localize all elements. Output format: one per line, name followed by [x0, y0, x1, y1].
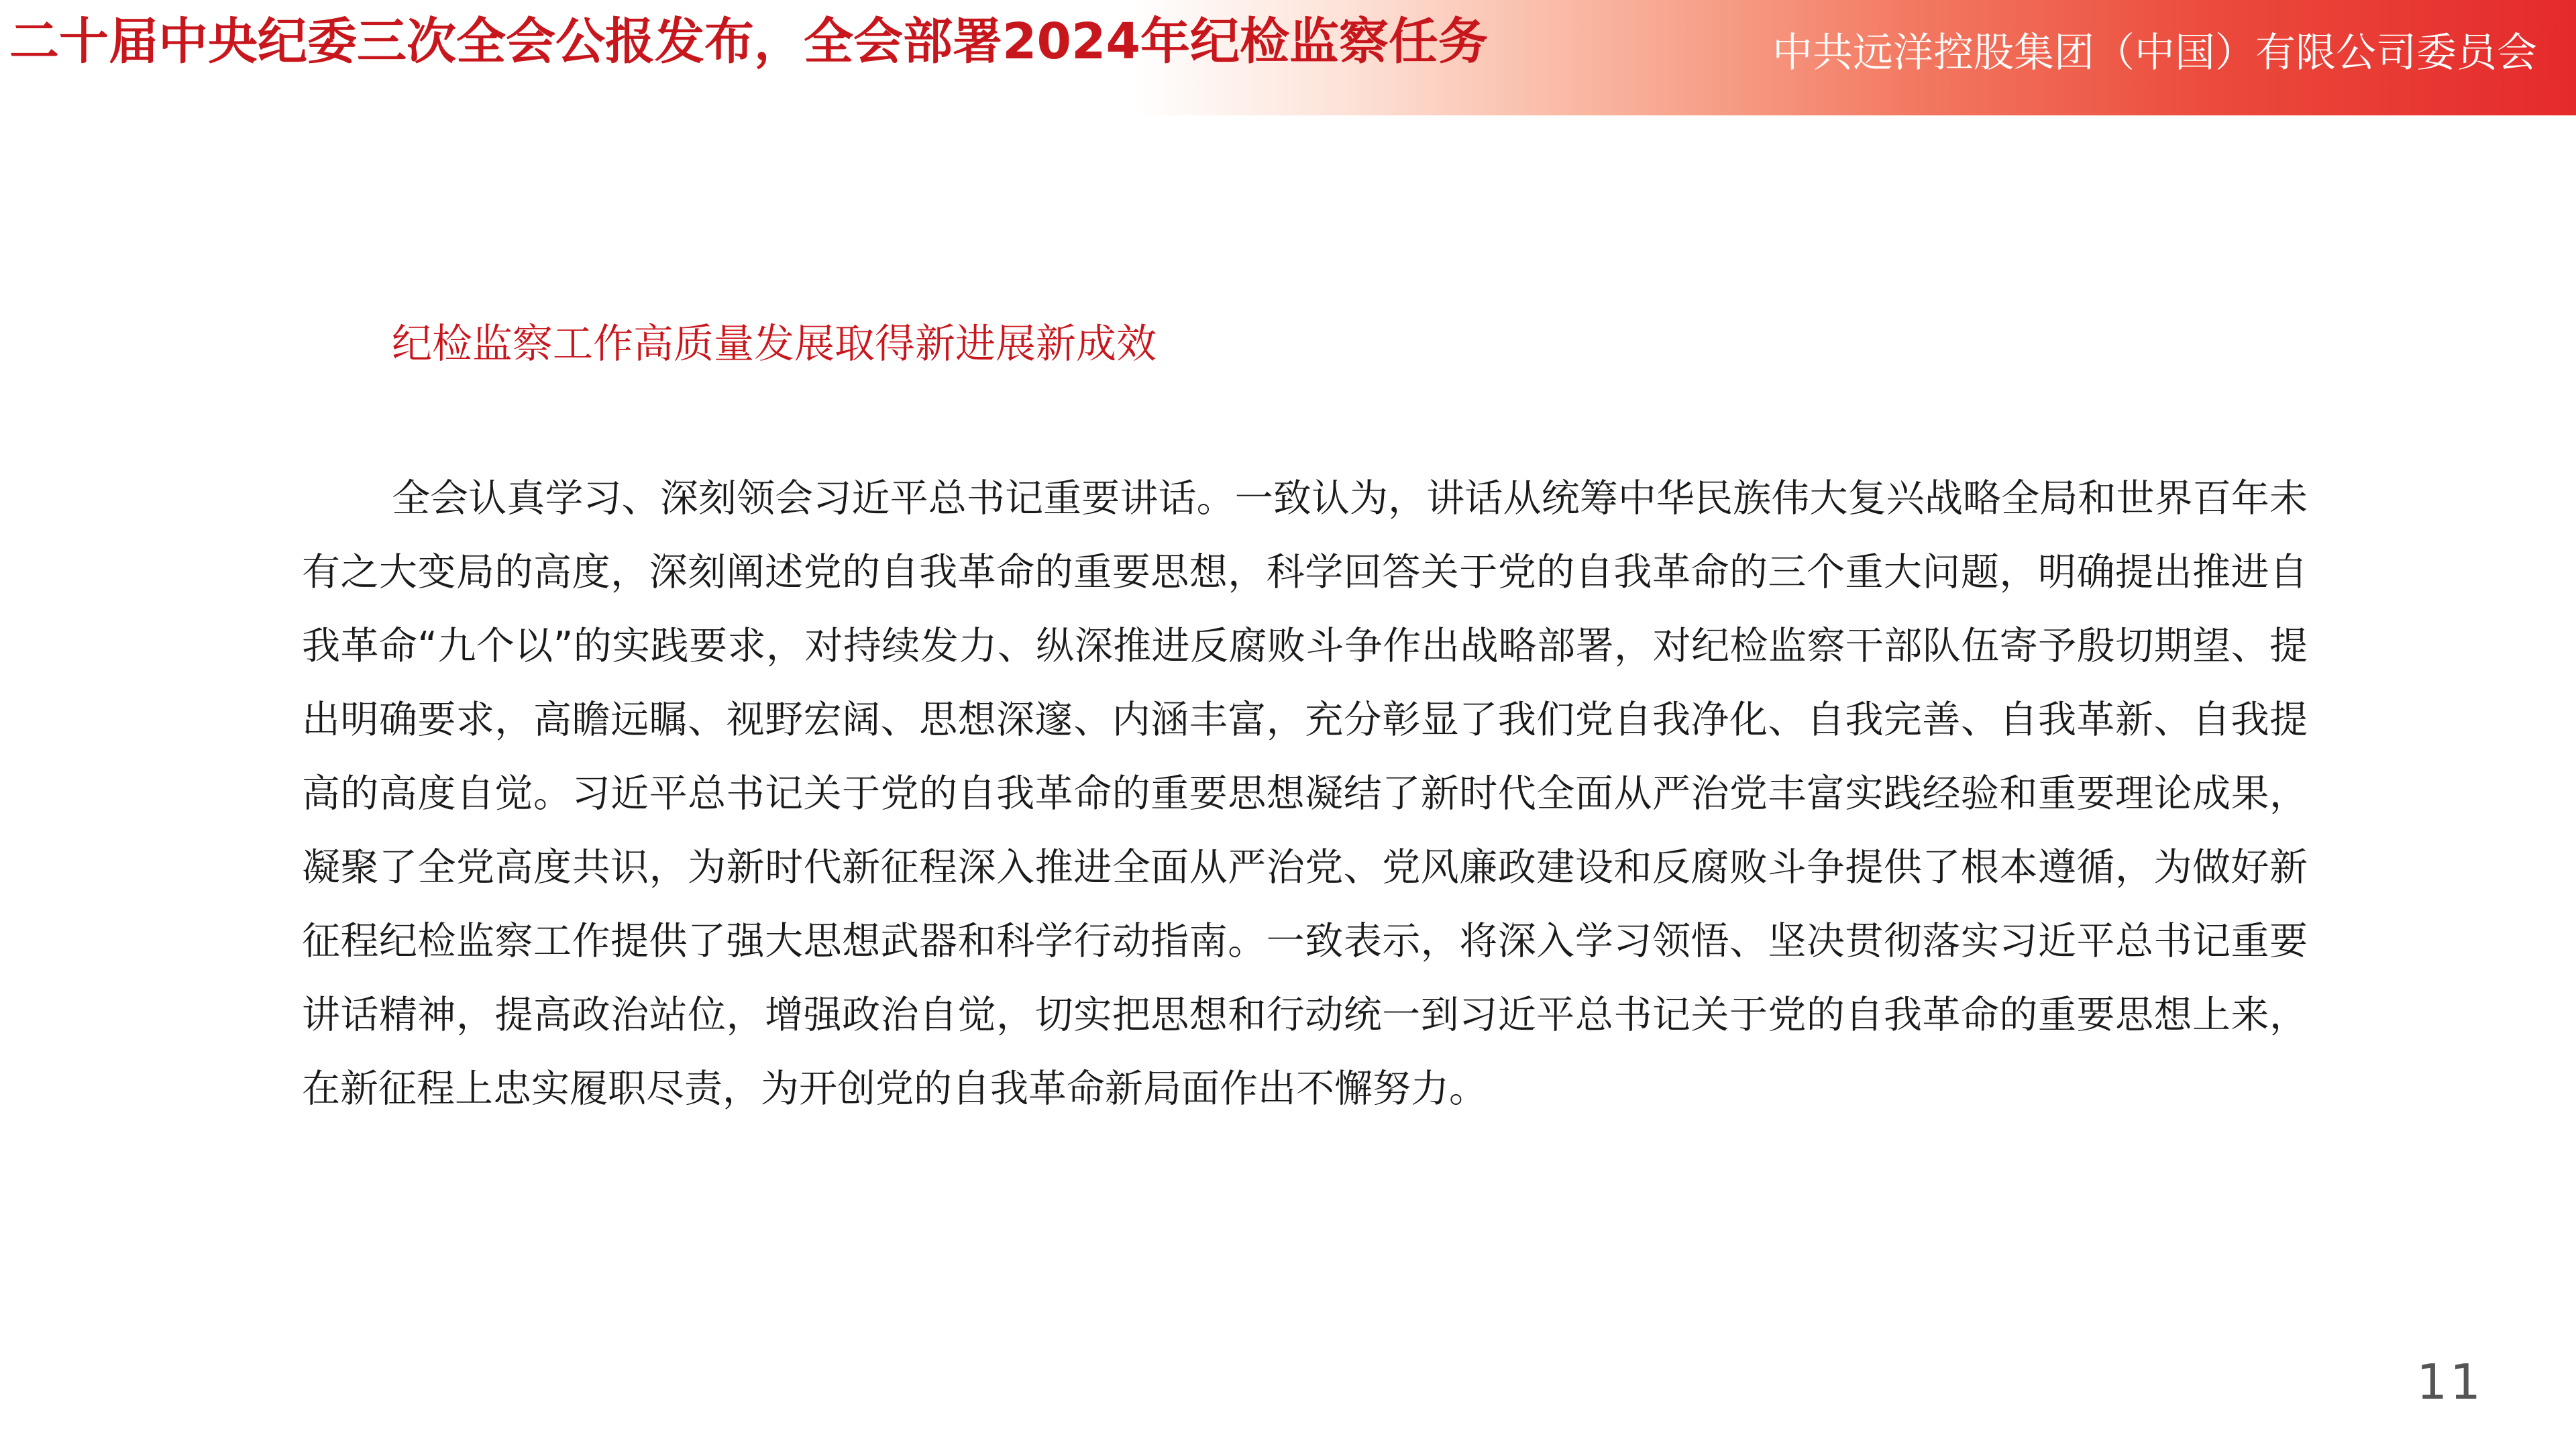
- slide-title: 二十届中央纪委三次全会公报发布，全会部署2024年纪检监察任务: [9, 13, 1488, 70]
- body-paragraph: 全会认真学习、深刻领会习近平总书记重要讲话。一致认为，讲话从统筹中华民族伟大复兴战略全局和世界百年未有之大变局的高度，深刻阐述党的自我革命的重要思想，科学回答关于党的自我革命的三个重大问题，明确提出推进自我革命“九个以”的实践要求，对持续发力、纵深推进反腐败斗争作出战略部署，对纪检监察干部队伍寄予殷切期望、提出明确要求，高瞻远瞩、视野宏阔、思想深邃、内涵丰富，充分彰显了我们党自我净化、自我完善、自我革新、自我提高的高度自觉。习近平总书记关于党的自我革命的重要思想凝结了新时代全面从严治党丰富实践经验和重要理论成果，凝聚了全党高度共识，为新时代新征程深入推进全面从严治党、党风廉政建设和反腐败斗争提供了根本遵循，为做好新征程纪检监察工作提供了强大思想武器和科学行动指南。一致表示，将深入学习领悟、坚决贯彻落实习近平总书记重要讲话精神，提高政治站位，增强政治自觉，切实把思想和行动统一到习近平总书记关于党的自我革命的重要思想上来，在新征程上忠实履职尽责，为开创党的自我革命新局面作出不懈努力。: [302, 476, 2308, 1111]
- organization-name: 中共远洋控股集团（中国）有限公司委员会: [1772, 30, 2537, 76]
- page-number: 11: [2416, 1354, 2483, 1410]
- section-heading: 纪检监察工作高质量发展取得新进展新成效: [392, 321, 1157, 368]
